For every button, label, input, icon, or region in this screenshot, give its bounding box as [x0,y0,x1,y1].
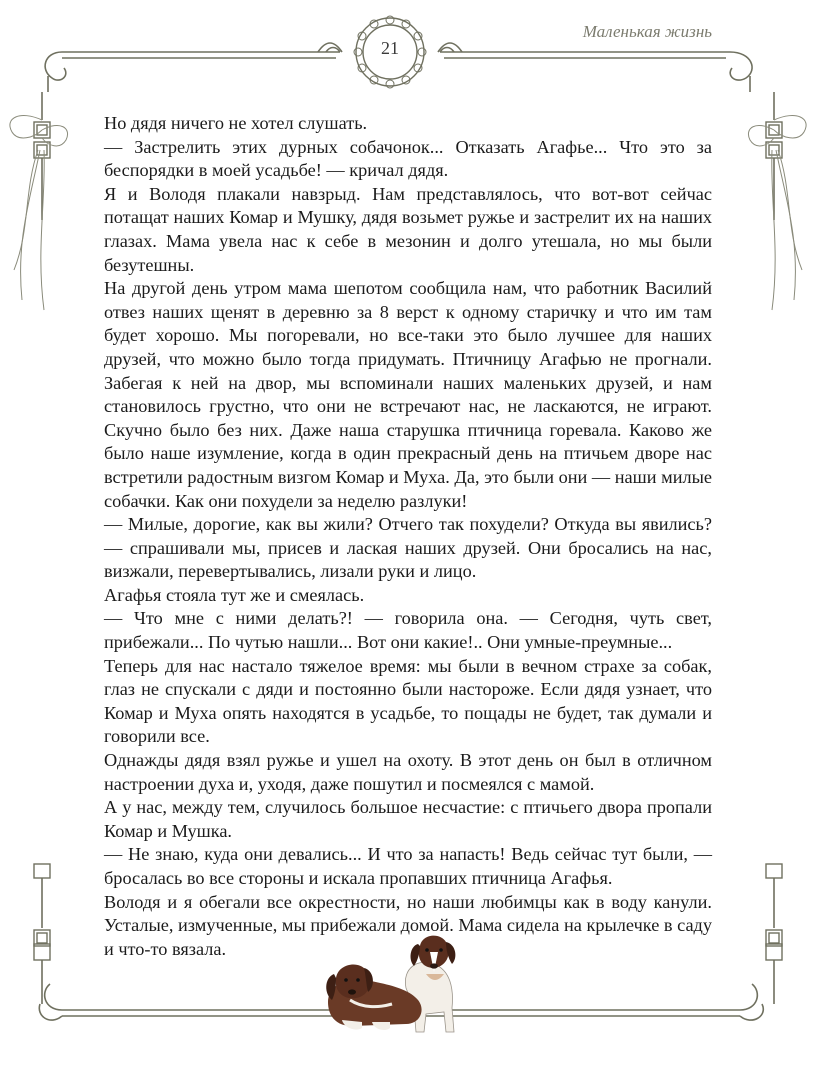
paragraph: — Не знаю, куда они девались... И что за напасть! Ведь сейчас тут были, — бросалась во все стороны и искала пропавших птичница Агафья. [104,844,712,888]
body-text [104,112,712,961]
paragraph: Однажды дядя взял ружье и ушел на охоту. В этот день он был в отличном настроении духа и, уходя, даже пошутил и посмеялся с мамой. [104,750,712,794]
paragraph: — Милые, дорогие, как вы жили? Отчего так похудели? Откуда вы явились? — спрашивали мы, присев и лаская наших друзей. Они бросались на нас, визжали, перевертывались, лизали руки и лицо. [104,514,712,582]
two-puppies-illustration [322,928,472,1036]
paragraph: Но дядя ничего не хотел слушать. [104,113,368,133]
paragraph: Теперь для нас настало тяжелое время: мы были в вечном страхе за собак, глаз не спускали с дяди и постоянно были настороже. Если дядя узнает, что Комар и Муха опять находятся в усадьбе, то пощады не будет, так думали и говорили все. [104,655,712,747]
paragraph: Володя и я обегали все окрестности, но наши любимцы как в воду канули. Усталые, измученные, мы прибежали домой. Мама сидела на крылечке в саду и что-то вязала. [104,891,712,959]
paragraph: Я и Володя плакали навзрыд. Нам представлялось, что вот-вот сейчас потащат наших Комар и Мушку, дядя возьмет ружье и застрелит их на наших глазах. Мама увела нас к себе в мезонин и долго утешала, но мы были безутешны. [104,183,712,275]
page-number: 21 [381,38,399,58]
paragraph: — Застрелить этих дурных собачонок... Отказать Агафье... Что это за беспорядки в моей усадьбе! — кричал дядя. [104,136,712,181]
paragraph: — Что мне с ними делать?! — говорила она. — Сегодня, чуть свет, прибежали... По чутью нашли... Вот они какие!.. Они умные-преумные... [104,608,712,653]
running-header: Маленькая жизнь [582,22,712,41]
paragraph: На другой день утром мама шепотом сообщила нам, что работник Василий отвез наших щенят в деревню за 8 верст к одному старичку и что им там будет хорошо. Мы погоревали, но все-таки это было лучшее для наших друзей, что можно было тогда придумать. Птичницу Агафью не прогнали. Забегая к ней на двор, мы вспоминали наших маленьких друзей, и нам становилось грустно, что они не встречают нас, не ласкаются, не играют. Скучно было без них. Даже наша старушка птичница горевала. Каково же было наше изумление, когда в один прекрасный день на птичьем дворе нас встретили радостным визгом Комар и Муха. Да, это были они — наши милые собачки. Как они похудели за неделю разлуки! [104,278,712,511]
paragraph: Агафья стояла тут же и смеялась. [104,584,365,605]
paragraph: А у нас, между тем, случилось большое несчастие: с птичьего двора пропали Комар и Мушка. [104,797,712,841]
